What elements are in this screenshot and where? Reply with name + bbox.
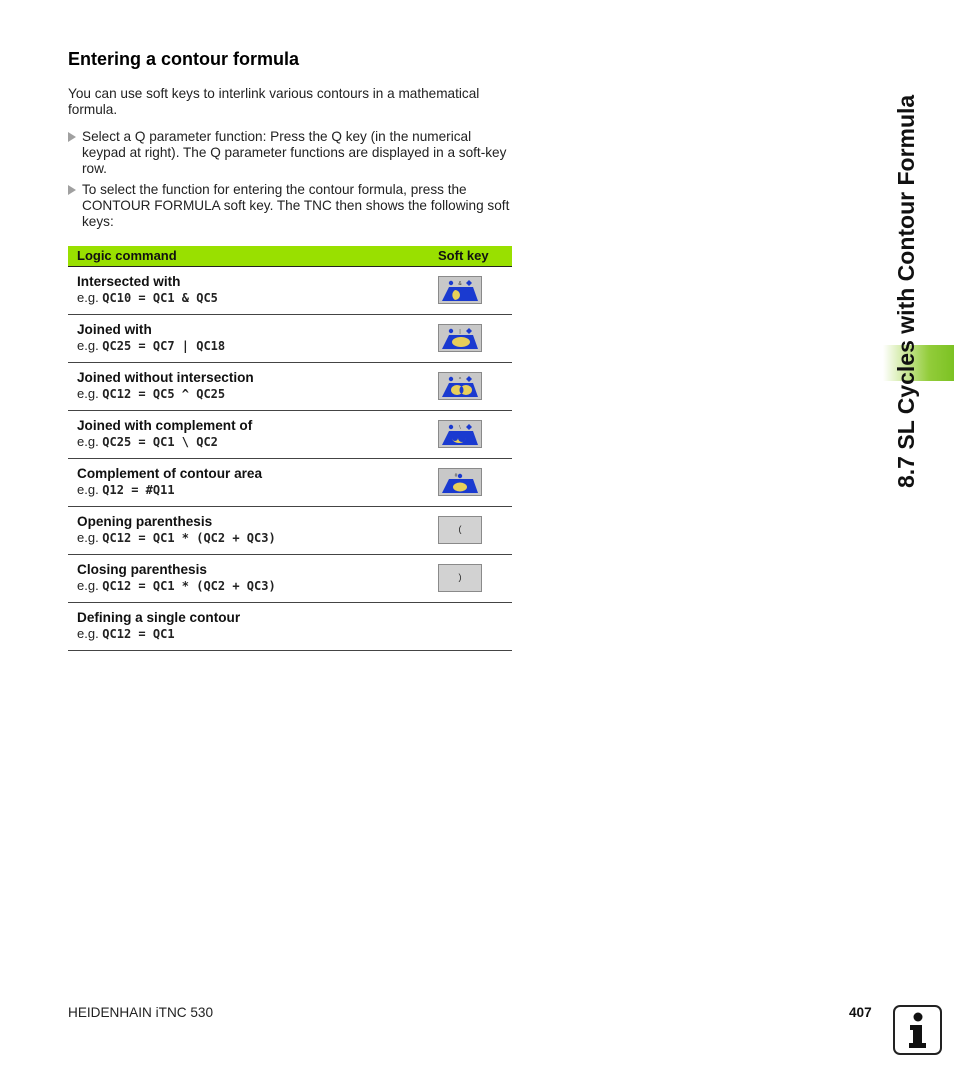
intro-paragraph: You can use soft keys to interlink various contours in a mathematical formula. [68, 86, 480, 117]
row-title: Complement of contour area [77, 466, 263, 481]
row-example [77, 530, 276, 545]
page-number: 407 [849, 1005, 872, 1020]
table-row [68, 603, 512, 651]
triangle-bullet-icon [68, 132, 76, 142]
softkey-close-parenthesis [438, 564, 482, 592]
example-code: QC12 = QC1 * (QC2 + QC3) [102, 579, 276, 593]
table-row [68, 267, 512, 315]
table-row [68, 459, 512, 507]
example-code: QC10 = QC1 & QC5 [102, 291, 218, 305]
softkey-symbol: ^ [458, 377, 462, 383]
example-prefix: e.g. [77, 530, 103, 545]
table-row [68, 555, 512, 603]
row-example [77, 338, 225, 353]
example-code: QC25 = QC1 \ QC2 [102, 435, 218, 449]
row-title: Opening parenthesis [77, 514, 213, 529]
example-prefix: e.g. [77, 290, 103, 305]
row-example [77, 482, 175, 497]
step-item [68, 182, 513, 230]
row-title: Joined with [77, 322, 152, 337]
row-example [77, 386, 225, 401]
header-soft-key: Soft key [438, 248, 489, 263]
row-title: Defining a single contour [77, 610, 241, 625]
example-prefix: e.g. [77, 578, 103, 593]
table-row [68, 507, 512, 555]
table-row [68, 315, 512, 363]
softkey-symbol: \ [459, 425, 461, 431]
example-code: QC12 = QC1 * (QC2 + QC3) [102, 531, 276, 545]
step-text: Select a Q parameter function: Press the Q key (in the numerical keypad at right). The Q parameter functions are displayed in a soft-key row. [82, 129, 507, 176]
example-code: QC12 = QC1 [102, 627, 175, 641]
section-heading: Entering a contour formula [68, 49, 300, 69]
header-logic-command: Logic command [77, 248, 177, 263]
logic-command-table [68, 246, 512, 651]
softkey-symbol: & [458, 281, 462, 287]
softkey-xor-icon [438, 372, 482, 400]
table-header [68, 246, 512, 267]
row-title: Intersected with [77, 274, 181, 289]
softkey-open-parenthesis [438, 516, 482, 544]
row-title: Joined with complement of [77, 418, 253, 433]
row-title: Closing parenthesis [77, 562, 207, 577]
row-example [77, 626, 175, 641]
example-prefix: e.g. [77, 626, 103, 641]
softkey-complement-join-icon [438, 420, 482, 448]
example-code: QC12 = QC5 ^ QC25 [102, 387, 226, 401]
row-example [77, 578, 276, 593]
example-prefix: e.g. [77, 338, 103, 353]
triangle-bullet-icon [68, 185, 76, 195]
softkey-symbol: # [454, 473, 458, 479]
info-icon [893, 1005, 942, 1055]
softkey-symbol: ) [458, 572, 462, 582]
softkey-complement-icon [438, 468, 482, 496]
softkey-join-icon [438, 324, 482, 352]
example-code: QC25 = QC7 | QC18 [102, 339, 226, 353]
table-row [68, 411, 512, 459]
chapter-sidebar-title: 8.7 SL Cycles with Contour Formula [893, 94, 919, 488]
example-prefix: e.g. [77, 386, 103, 401]
softkey-intersect-icon [438, 276, 482, 304]
row-title: Joined without intersection [77, 370, 254, 385]
softkey-symbol: ( [458, 524, 462, 534]
example-prefix: e.g. [77, 482, 103, 497]
step-item [68, 129, 513, 177]
softkey-symbol: | [459, 329, 461, 335]
step-text: To select the function for entering the contour formula, press the CONTOUR FORMULA soft key. The TNC then shows the following soft keys: [82, 182, 510, 229]
example-code: Q12 = #Q11 [102, 483, 175, 497]
row-example [77, 290, 218, 305]
example-prefix: e.g. [77, 434, 103, 449]
footer-manual-name: HEIDENHAIN iTNC 530 [68, 1005, 214, 1020]
row-example [77, 434, 218, 449]
table-row [68, 363, 512, 411]
